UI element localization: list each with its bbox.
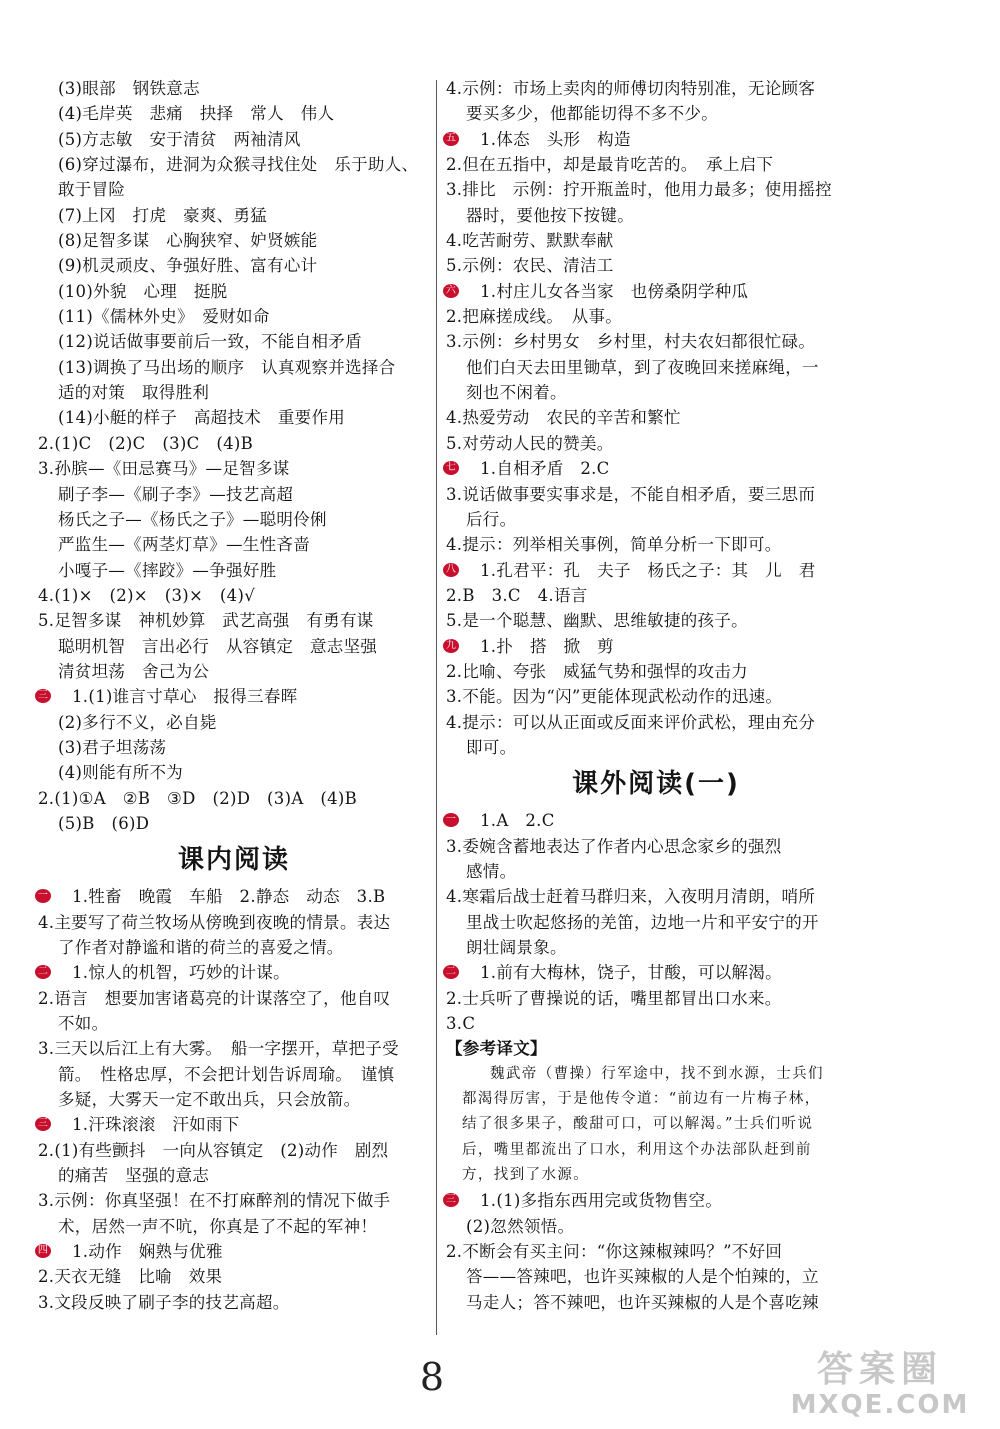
answer-line — [38, 380, 430, 405]
answer-text: 3.C — [446, 1014, 476, 1034]
answer-text: (2)忽然领悟。 — [466, 1216, 575, 1236]
answer-text: 朗壮阔景象。 — [466, 938, 567, 957]
answer-text: 2.不断会有买主问：“你这辣椒辣吗？”不好回 — [446, 1242, 783, 1262]
section-marker-badge: 一 — [35, 889, 51, 903]
answer-text: 术，居然一声不吭，你真是了不起的军神！ — [58, 1216, 378, 1236]
answer-line — [38, 405, 430, 430]
answer-text: 答——答辣吧，也许买辣椒的人是个怕辣的，立 — [466, 1267, 819, 1287]
answer-line — [446, 960, 866, 985]
answer-text: 3.示例：你真坚强！在不打麻醉剂的情况下做手 — [38, 1191, 391, 1211]
answer-text: 1.(1)多指东西用完或货物售空。 — [480, 1191, 723, 1211]
translation-line: 方，找到了水源。 — [462, 1167, 590, 1184]
answer-text: 要买多少，他都能切得不多不少。 — [466, 104, 718, 124]
answer-line — [38, 935, 430, 960]
answer-line — [446, 203, 866, 228]
answer-line — [38, 1163, 430, 1188]
answer-line — [446, 583, 866, 608]
answer-text: 1.体态 头形 构造 — [480, 129, 631, 149]
answer-text: 里战士吹起悠扬的羌笛，边地一片和平安宁的开 — [466, 912, 819, 932]
answer-line — [38, 1214, 430, 1239]
answer-line — [446, 304, 866, 329]
answer-text: 2.(1)①A ②B ③D (2)D (3)A (4)B — [38, 788, 358, 808]
answer-text: 5.是一个聪慧、幽默、思维敏捷的孩子。 — [446, 611, 748, 631]
answer-text: 2.B 3.C 4.语言 — [446, 585, 588, 605]
answer-text: (3)君子坦荡荡 — [58, 737, 167, 757]
answer-line — [38, 101, 430, 126]
answer-text: (6)穿过瀑布，进洞为众猴寻找住处 乐于助人、 — [58, 155, 419, 175]
answer-line — [38, 583, 430, 608]
answer-text: 严监生—《两茎灯草》—生性吝啬 — [58, 535, 310, 555]
answer-line — [446, 76, 866, 101]
section-marker-badge: 二 — [35, 965, 51, 979]
left-column — [38, 76, 430, 1315]
answer-text: 2.(1)有些颤抖 一向从容镇定 (2)动作 剧烈 — [38, 1140, 389, 1160]
answer-text: 3.说话做事要实事求是，不能自相矛盾，要三思而 — [446, 484, 816, 504]
answer-text: 4.提示：可以从正面或反面来评价武松，理由充分 — [446, 712, 816, 732]
section-title: 课内阅读 — [177, 845, 290, 876]
answer-text: 他们白天去田里锄草，到了夜晚回来搓麻绳，一 — [466, 357, 819, 377]
answer-line — [38, 1036, 430, 1061]
answer-line — [446, 684, 866, 709]
answer-line — [38, 659, 430, 684]
watermark-logo — [770, 1350, 990, 1425]
answer-line — [446, 482, 866, 507]
answer-line — [446, 935, 866, 960]
answer-text: 3.文段反映了刷子李的技艺高超。 — [38, 1292, 290, 1312]
answer-line — [446, 532, 866, 557]
watermark-top-text: 答案圈 — [816, 1349, 943, 1390]
watermark-bottom-text: MXQE.COM — [790, 1390, 970, 1420]
answer-line — [446, 456, 866, 481]
answer-line — [446, 558, 866, 583]
reference-translation-label: 【参考译文】 — [446, 1039, 547, 1059]
answer-text: 小嘎子—《摔跤》—争强好胜 — [58, 560, 277, 580]
answer-line — [446, 253, 866, 278]
answer-text: 4.寒霜后战士赶着马群归来，入夜明月清朗，哨所 — [446, 887, 816, 907]
answer-text: (3)眼部 钢铁意志 — [58, 79, 200, 98]
answer-text: 不如。 — [58, 1014, 109, 1034]
answer-line — [38, 127, 430, 152]
answer-text: 后行。 — [466, 509, 517, 529]
answer-line — [446, 101, 866, 126]
answer-text: (4)毛岸英 悲痛 抉择 常人 伟人 — [58, 104, 335, 124]
answer-line — [38, 710, 430, 735]
answer-text: 4.(1)× (2)× (3)× (4)√ — [38, 585, 256, 605]
answer-line — [446, 279, 866, 304]
column-divider — [436, 80, 437, 1335]
answer-line — [446, 710, 866, 735]
answer-line — [446, 1264, 866, 1289]
answer-line — [446, 859, 866, 884]
answer-text: (11)《儒林外史》 爱财如命 — [58, 307, 270, 327]
answer-line — [38, 355, 430, 380]
answer-text: 1.孔君平：孔 夫子 杨氏之子：其 儿 君 — [480, 560, 816, 580]
answer-line — [446, 608, 866, 633]
answer-line — [38, 431, 430, 456]
answer-line — [446, 355, 866, 380]
section-marker-badge: 九 — [443, 639, 459, 653]
answer-line — [38, 1112, 430, 1137]
answer-text: 杨氏之子—《杨氏之子》—聪明伶俐 — [58, 509, 327, 529]
answer-line — [446, 127, 866, 152]
answer-line — [38, 1062, 430, 1087]
answer-line — [38, 986, 430, 1011]
answer-line — [38, 304, 430, 329]
answer-text: 器时，要他按下按键。 — [466, 205, 634, 225]
answer-line — [446, 1214, 866, 1239]
section-title: 课外阅读(一) — [572, 769, 740, 800]
answer-line — [38, 884, 430, 909]
answer-text: 2.(1)C (2)C (3)C (4)B — [38, 433, 254, 453]
answer-text: 了作者对静谧和谐的荷兰的喜爱之情。 — [58, 938, 344, 957]
translation-line: 都渴得厉害，于是他传令道：“前边有一片梅子林， — [462, 1091, 821, 1108]
answer-text: 4.提示：列举相关事例，简单分析一下即可。 — [446, 535, 782, 555]
answer-line — [38, 1087, 430, 1112]
page-number: 8 — [419, 1355, 445, 1399]
answer-text: 1.动作 娴熟与优雅 — [72, 1242, 223, 1262]
answer-line — [446, 152, 866, 177]
answer-text: 1.村庄儿女各当家 也傍桑阴学种瓜 — [480, 281, 749, 301]
answer-text: 2.语言 想要加害诸葛亮的计谋落空了，他自叹 — [38, 988, 391, 1008]
answer-text: 5.对劳动人民的赞美。 — [446, 433, 614, 453]
answer-line — [446, 329, 866, 354]
answer-text: 4.吃苦耐劳、默默奉献 — [446, 231, 614, 251]
answer-text: (12)说话做事要前后一致，不能自相矛盾 — [58, 332, 362, 352]
answer-text: (9)机灵顽皮、争强好胜、富有心计 — [58, 256, 318, 276]
answer-line — [38, 811, 430, 836]
translation-line: 魏武帝（曹操）行军途中，找不到水源，士兵们 — [490, 1065, 824, 1082]
answer-line — [38, 1138, 430, 1163]
answer-line — [446, 431, 866, 456]
answer-line — [38, 1290, 430, 1315]
answer-text: 1.扑 搭 掀 剪 — [480, 636, 614, 656]
section-marker-badge: 八 — [443, 563, 459, 577]
answer-text: 1.自相矛盾 2.C — [480, 459, 610, 479]
answer-line — [38, 558, 430, 583]
answer-text: 3.孙膑—《田忌赛马》—足智多谋 — [38, 459, 290, 479]
section-marker-badge: 一 — [443, 813, 459, 827]
answer-text: 多疑，大雾天一定不敢出兵，只会放箭。 — [58, 1090, 361, 1110]
answer-text: 感情。 — [466, 861, 517, 881]
answer-text: 聪明机智 言出必行 从容镇定 意志坚强 — [58, 636, 378, 656]
answer-line — [38, 152, 430, 177]
answer-line — [446, 834, 866, 859]
answer-line — [446, 1239, 866, 1264]
section-marker-badge: 三 — [35, 689, 51, 703]
section-marker-badge: 六 — [443, 284, 459, 298]
answer-text: (14)小艇的样子 高超技术 重要作用 — [58, 408, 346, 428]
translation-line: 结了很多果子，酸甜可口，可以解渴。”士兵们听说 — [462, 1116, 814, 1133]
answer-line — [38, 482, 430, 507]
section-marker-badge: 四 — [35, 1244, 51, 1258]
answer-text: 适的对策 取得胜利 — [58, 383, 210, 403]
section-marker-badge: 五 — [443, 132, 459, 146]
answer-text: 马走人；答不辣吧，也许买辣椒的人是个喜吃辣 — [466, 1292, 819, 1312]
answer-line — [446, 380, 866, 405]
section-marker-badge: 二 — [443, 965, 459, 979]
answer-line — [38, 76, 430, 101]
answer-line — [38, 507, 430, 532]
answer-text: 敢于冒险 — [58, 180, 126, 200]
right-column — [446, 76, 866, 1315]
answer-line — [38, 786, 430, 811]
answer-text: 2.但在五指中，却是最肯吃苦的。 承上启下 — [446, 155, 774, 175]
answer-line — [446, 1290, 866, 1315]
answer-line — [38, 456, 430, 481]
answer-text: 1.牲畜 晚霞 车船 2.静态 动态 3.B — [72, 887, 386, 907]
answer-line — [446, 910, 866, 935]
answer-text: 4.主要写了荷兰牧场从傍晚到夜晚的情景。表达 — [38, 912, 391, 932]
answer-line — [446, 405, 866, 430]
answer-line — [38, 203, 430, 228]
answer-line — [38, 1188, 430, 1213]
answer-text: 5.示例：农民、清洁工 — [446, 256, 614, 276]
answer-line — [446, 634, 866, 659]
answer-text: (13)调换了马出场的顺序 认真观察并选择合 — [58, 357, 396, 377]
answer-text: 2.士兵听了曹操说的话，嘴里都冒出口水来。 — [446, 988, 782, 1008]
answer-text: (10)外貌 心理 挺脱 — [58, 281, 228, 301]
answer-line — [38, 608, 430, 633]
answer-text: (8)足智多谋 心胸狭窄、妒贤嫉能 — [58, 231, 318, 251]
translation-line: 后，嘴里都流出了口水，利用这个办法部队赶到前 — [462, 1141, 812, 1158]
answer-text: 1.汗珠滚滚 汗如雨下 — [72, 1115, 240, 1135]
answer-line — [38, 329, 430, 354]
answer-text: 2.比喻、夸张 威猛气势和强悍的攻击力 — [446, 661, 748, 681]
answer-line — [38, 1264, 430, 1289]
answer-line — [38, 910, 430, 935]
answer-line — [446, 228, 866, 253]
answer-line — [38, 960, 430, 985]
answer-line — [38, 760, 430, 785]
answer-text: 4.示例：市场上卖肉的师傅切肉特别准，无论顾客 — [446, 79, 816, 98]
answer-line — [446, 986, 866, 1011]
answer-text: 箭。 性格忠厚，不会把计划告诉周瑜。 谨慎 — [58, 1064, 395, 1084]
answer-line — [446, 1188, 866, 1213]
answer-line — [38, 228, 430, 253]
answer-text: 的痛苦 坚强的意志 — [58, 1166, 210, 1186]
answer-text: 3.三天以后江上有大雾。 船一字摆开，草把子受 — [38, 1039, 399, 1059]
section-marker-badge: 七 — [443, 461, 459, 475]
answer-line — [38, 532, 430, 557]
answer-text: 1.前有大梅林，饶子，甘酸，可以解渴。 — [480, 963, 782, 983]
answer-line — [38, 735, 430, 760]
answer-line — [446, 884, 866, 909]
answer-line — [38, 634, 430, 659]
answer-line — [38, 1011, 430, 1036]
answer-line — [38, 253, 430, 278]
answer-text: (5)B (6)D — [58, 813, 150, 833]
section-marker-badge: 三 — [35, 1117, 51, 1131]
answer-text: 3.委婉含蓄地表达了作者内心思念家乡的强烈 — [446, 836, 782, 856]
section-marker-badge: 三 — [443, 1193, 459, 1207]
answer-line — [446, 735, 866, 760]
answer-text: (2)多行不义，必自毙 — [58, 712, 217, 732]
answer-text: (7)上冈 打虎 豪爽、勇猛 — [58, 205, 268, 225]
answer-text: (5)方志敏 安于清贫 两袖清风 — [58, 129, 301, 149]
answer-text: 即可。 — [466, 737, 517, 757]
answer-text: 1.A 2.C — [480, 811, 555, 831]
answer-line — [446, 1011, 866, 1036]
answer-text: 3.示例：乡村男女 乡村里，村夫农妇都很忙碌。 — [446, 332, 816, 352]
answer-text: 清贫坦荡 舍己为公 — [58, 661, 210, 681]
answer-text: 5.足智多谋 神机妙算 武艺高强 有勇有谋 — [38, 611, 374, 631]
answer-text: 3.排比 示例：拧开瓶盖时，他用力最多；使用摇控 — [446, 180, 832, 200]
answer-text: 1.(1)谁言寸草心 报得三春晖 — [72, 687, 298, 707]
answer-text: 4.热爱劳动 农民的辛苦和繁忙 — [446, 408, 681, 428]
answer-text: 刻也不闲着。 — [466, 383, 567, 403]
answer-line — [38, 684, 430, 709]
answer-text: (4)则能有所不为 — [58, 763, 184, 783]
answer-line — [38, 177, 430, 202]
answer-text: 2.把麻搓成线。 从事。 — [446, 307, 623, 327]
answer-text: 1.惊人的机智，巧妙的计谋。 — [72, 963, 290, 983]
answer-text: 刷子李—《刷子李》—技艺高超 — [58, 484, 294, 504]
answer-line — [446, 808, 866, 833]
answer-text: 2.天衣无缝 比喻 效果 — [38, 1267, 223, 1287]
answer-line — [446, 177, 866, 202]
answer-line — [38, 279, 430, 304]
answer-line — [38, 1239, 430, 1264]
answer-text: 3.不能。因为“闪”更能体现武松动作的迅速。 — [446, 687, 783, 707]
answer-line — [446, 507, 866, 532]
answer-line — [446, 659, 866, 684]
